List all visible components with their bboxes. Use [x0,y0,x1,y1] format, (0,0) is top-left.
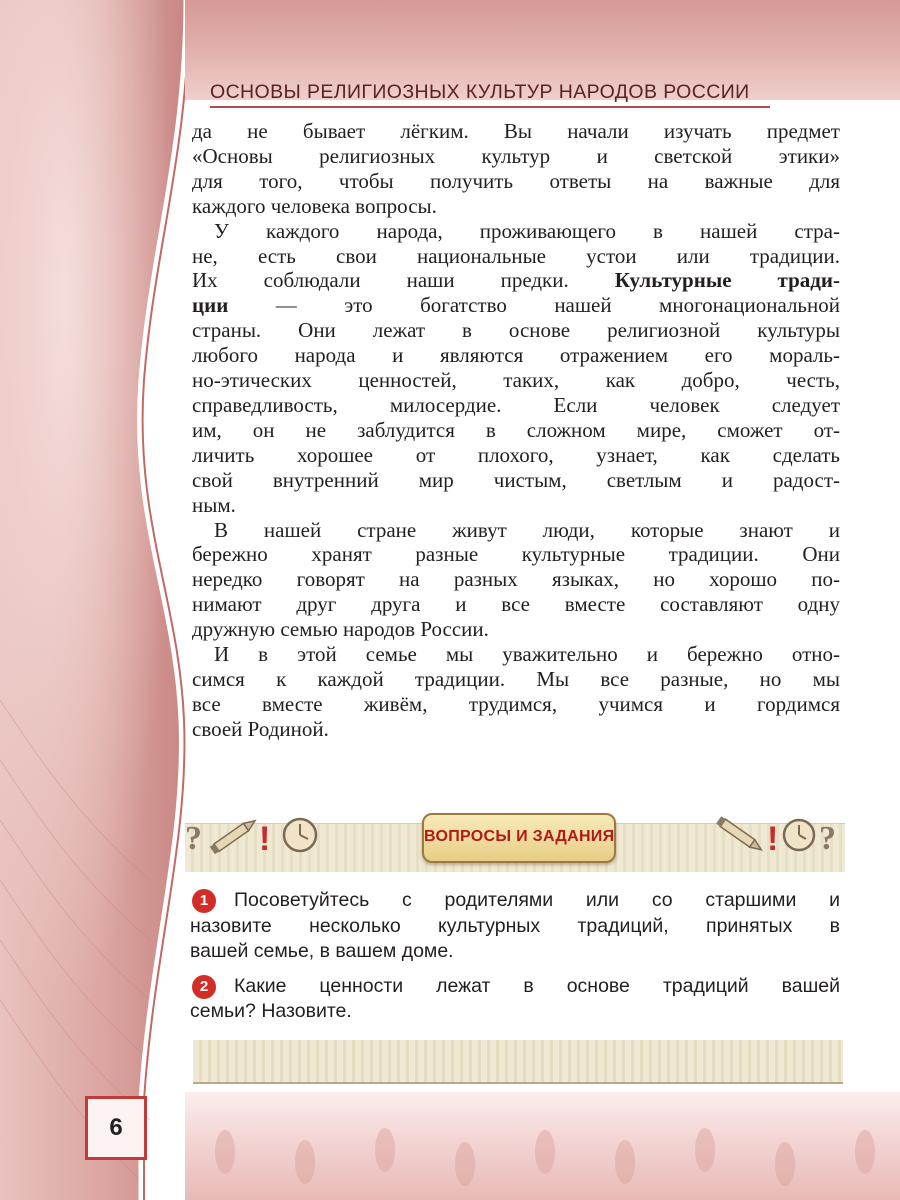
questions-banner [185,805,845,875]
text-line: свой внутренний мир чистым, светлым и радост- [192,467,840,492]
text-fragment: — это богатство нашей многонациональной [228,293,840,318]
banner-icons-right [715,805,845,865]
pencil-icon [210,817,258,854]
text-line: И в этой семье мы уважительно и бережно отно- [214,642,840,667]
page-number: 6 [85,1096,147,1160]
text-line: да не бывает лёгким. Вы начали изучать предмет [192,119,840,143]
question-item [190,888,840,965]
text-line: нимают друг друга и все вместе составляют одну [192,592,840,617]
text-line: любого народа и являются отражением его мораль- [192,343,840,368]
exclamation-icon: ! [259,820,271,858]
text-line: нередко говорят на разных языках, но хорошо по- [192,567,840,592]
questions-list [190,888,840,1034]
text-line: все вместе живём, трудимся, учимся и гордимся [192,691,840,716]
term-bold: Культурные тради- [614,268,840,293]
question-item [190,974,840,1025]
text-line: своей Родиной. [192,716,329,741]
question-text-line: семьи? Назовите. [190,1000,352,1022]
answer-strip [193,1040,843,1084]
question-mark-icon: ? [819,820,836,857]
clock-icon [784,820,814,850]
clock-icon [284,819,316,851]
paragraph-2 [192,219,840,518]
text-line: не, есть свои национальные устои или традиции. [192,243,840,268]
term-bold: ции [192,293,229,318]
text-line: личить хорошее от плохого, узнает, как сделать [192,442,840,467]
question-text-line: вашей семье, в вашем доме. [190,940,454,962]
text-line: им, он не заблудится в сложном мире, сможет от- [192,417,840,442]
banner-icons-left [185,805,325,865]
text-line [192,293,840,318]
body-text [192,119,840,742]
question-number-badge: 2 [192,975,216,999]
text-line: каждого человека вопросы. [192,193,437,218]
question-text-line: Посоветуйтесь с родителями или со старшими и [234,889,840,911]
text-line: ным. [192,492,236,517]
text-line: «Основы религиозных культур и светской этики» [192,143,840,168]
text-line: для того, чтобы получить ответы на важные для [192,168,840,193]
question-number-badge: 1 [192,889,216,913]
text-line: но-этических ценностей, таких, как добро, честь, [192,368,840,393]
running-header: ОСНОВЫ РЕЛИГИОЗНЫХ КУЛЬТУР НАРОДОВ РОССИИ [210,78,770,108]
question-mark-icon: ? [185,820,202,857]
exclamation-icon: ! [767,820,779,858]
text-line [192,268,840,293]
text-fragment: Их соблюдали наши предки. [192,268,615,293]
text-line: страны. Они лежат в основе религиозной культуры [192,318,840,343]
question-text-line: назовите несколько культурных традиций, принятых в [190,914,840,937]
pencil-icon [716,816,764,853]
question-text-line: Какие ценности лежат в основе традиций вашей [234,974,840,997]
decorative-floral-pattern [185,1092,900,1200]
text-line: справедливость, милосердие. Если человек следует [192,392,840,417]
paragraph-1 [192,119,840,219]
text-line: бережно хранят разные культурные традиции. Они [192,542,840,567]
questions-title-plaque: ВОПРОСЫ И ЗАДАНИЯ [422,813,616,863]
text-line: В нашей стране живут люди, которые знают и [214,517,840,542]
text-line: дружную семью народов России. [192,617,489,642]
paragraph-3 [192,518,840,643]
text-line: симся к каждой традиции. Мы все разные, но мы [192,666,840,691]
text-line: У каждого народа, проживающего в нашей стра- [214,218,840,243]
paragraph-4 [192,642,840,742]
